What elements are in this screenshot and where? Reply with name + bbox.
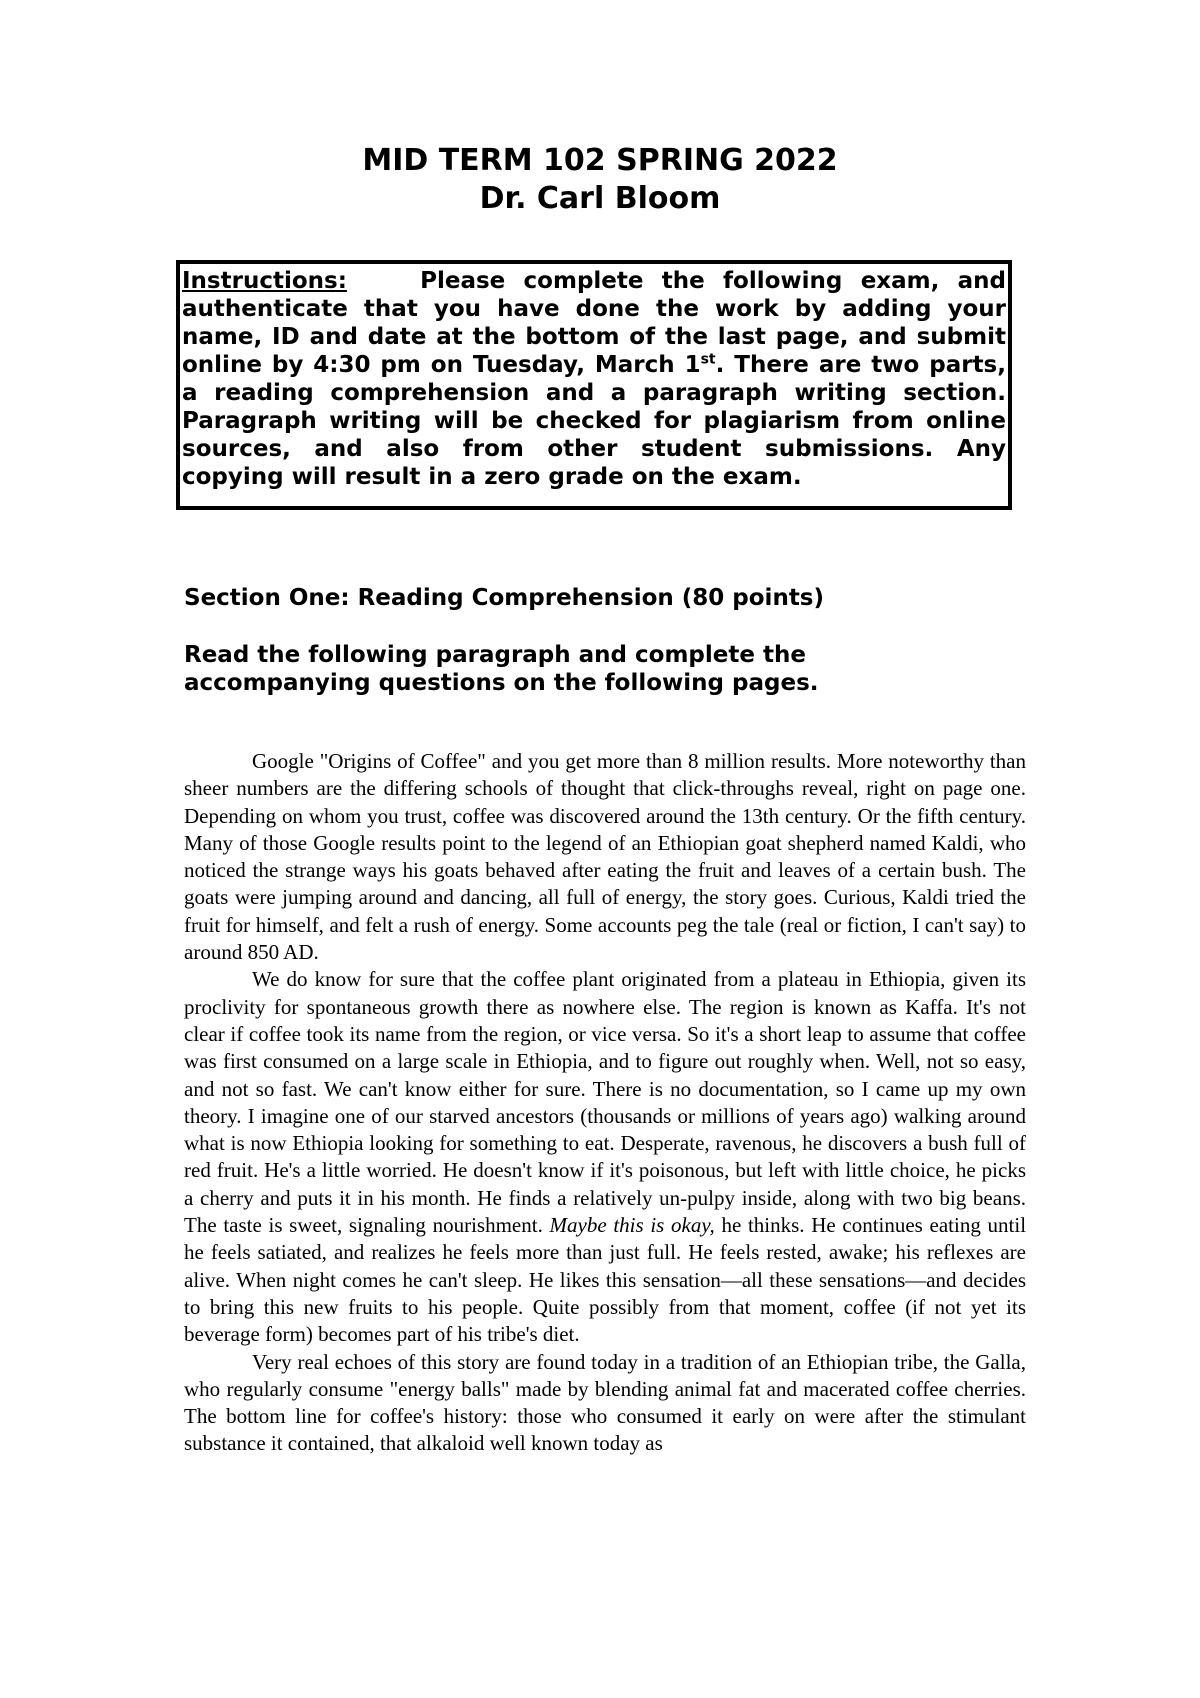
directions-line-1: Read the following paragraph and complete the bbox=[184, 642, 806, 668]
reading-paragraph-2-italic: Maybe this is okay, bbox=[549, 1213, 715, 1238]
reading-paragraph-2-text-1: We do know for sure that the coffee plant originated from a plateau in Ethiopia, given its proclivity for spontaneous growth there as nowhere else. The region is known as Kaffa. It's not clear if coffee took its name from the region, or vice versa. So it's a short leap to assume that coffee was first consumed on a large scale in Ethiopia, and to figure out roughly when. Well, not so easy, and not so fast. We can't know either for sure. There is no documentation, so I came up my own theory. I imagine one of our starved ancestors (thousands or millions of years ago) walking around what is now Ethiopia looking for something to eat. Desperate, ravenous, he discovers a bush full of red fruit. He's a little worried. He doesn't know if it's poisonous, but left with little choice, he picks a cherry and puts it in his month. He finds a relatively un-pulpy inside, along with two big beans. The taste is sweet, signaling nourishment. bbox=[184, 967, 1026, 1238]
reading-passage bbox=[184, 748, 1026, 1458]
reading-paragraph-3: Very real echoes of this story are found today in a tradition of an Ethiopian tribe, the Galla, who regularly consume "energy balls" made by blending animal fat and macerated coffee cherries. The bottom line for coffee's history: those who consumed it early on were after the stimulant substance it contained, that alkaloid well known today as bbox=[184, 1349, 1026, 1456]
date-ordinal-suffix: st bbox=[700, 351, 716, 368]
reading-paragraph-1: Google "Origins of Coffee" and you get more than 8 million results. More noteworthy than sheer numbers are the differing schools of thought that click-throughs reveal, right on page one. Depending on whom you trust, coffee was discovered around the 13th century. Or the fifth century. Many of those Google results point to the legend of an Ethiopian goat shepherd named Kaldi, who noticed the strange ways his goats behaved after eating the fruit and leaves of a certain bush. The goats were jumping around and dancing, all full of energy, the story goes. Curious, Kaldi tried the fruit for himself, and felt a rush of energy. Some accounts peg the tale (real or fiction, I can't say) to around 850 AD. bbox=[184, 749, 1026, 965]
exam-header bbox=[0, 142, 1200, 218]
instructor-name: Dr. Carl Bloom bbox=[479, 181, 721, 216]
reading-paragraph-2 bbox=[184, 966, 1026, 1348]
instructions-text-2: . There are two parts, a reading comprehension and a paragraph writing section. Paragraph writing will be checked for plagiarism from online sources, and also from other student submissions. Any copying will result in a zero grade on the exam. bbox=[182, 352, 1006, 490]
instructions-box bbox=[176, 260, 1012, 510]
instructions-text-1: Please complete the following exam, and authenticate that you have done the work by adding your name, ID and date at the bottom of the last page, and submit online by 4:30 pm on Tuesday, March 1 bbox=[182, 268, 1006, 378]
exam-title: MID TERM 102 SPRING 2022 bbox=[362, 143, 838, 178]
section-one-heading: Section One: Reading Comprehension (80 points) bbox=[184, 585, 825, 611]
directions-line-2: accompanying questions on the following pages. bbox=[184, 670, 819, 696]
reading-paragraph-2-text-2: he thinks. He continues eating until he feels satiated, and realizes he feels more than just full. He feels rested, awake; his reflexes are alive. When night comes he can't sleep. He likes this sensation—all these sensations—and decides to bring this new fruits to his people. Quite possibly from that moment, coffee (if not yet its beverage form) becomes part of his tribe's diet. bbox=[184, 1213, 1027, 1347]
section-one-directions bbox=[184, 641, 819, 697]
instructions-label: Instructions: bbox=[182, 268, 347, 294]
